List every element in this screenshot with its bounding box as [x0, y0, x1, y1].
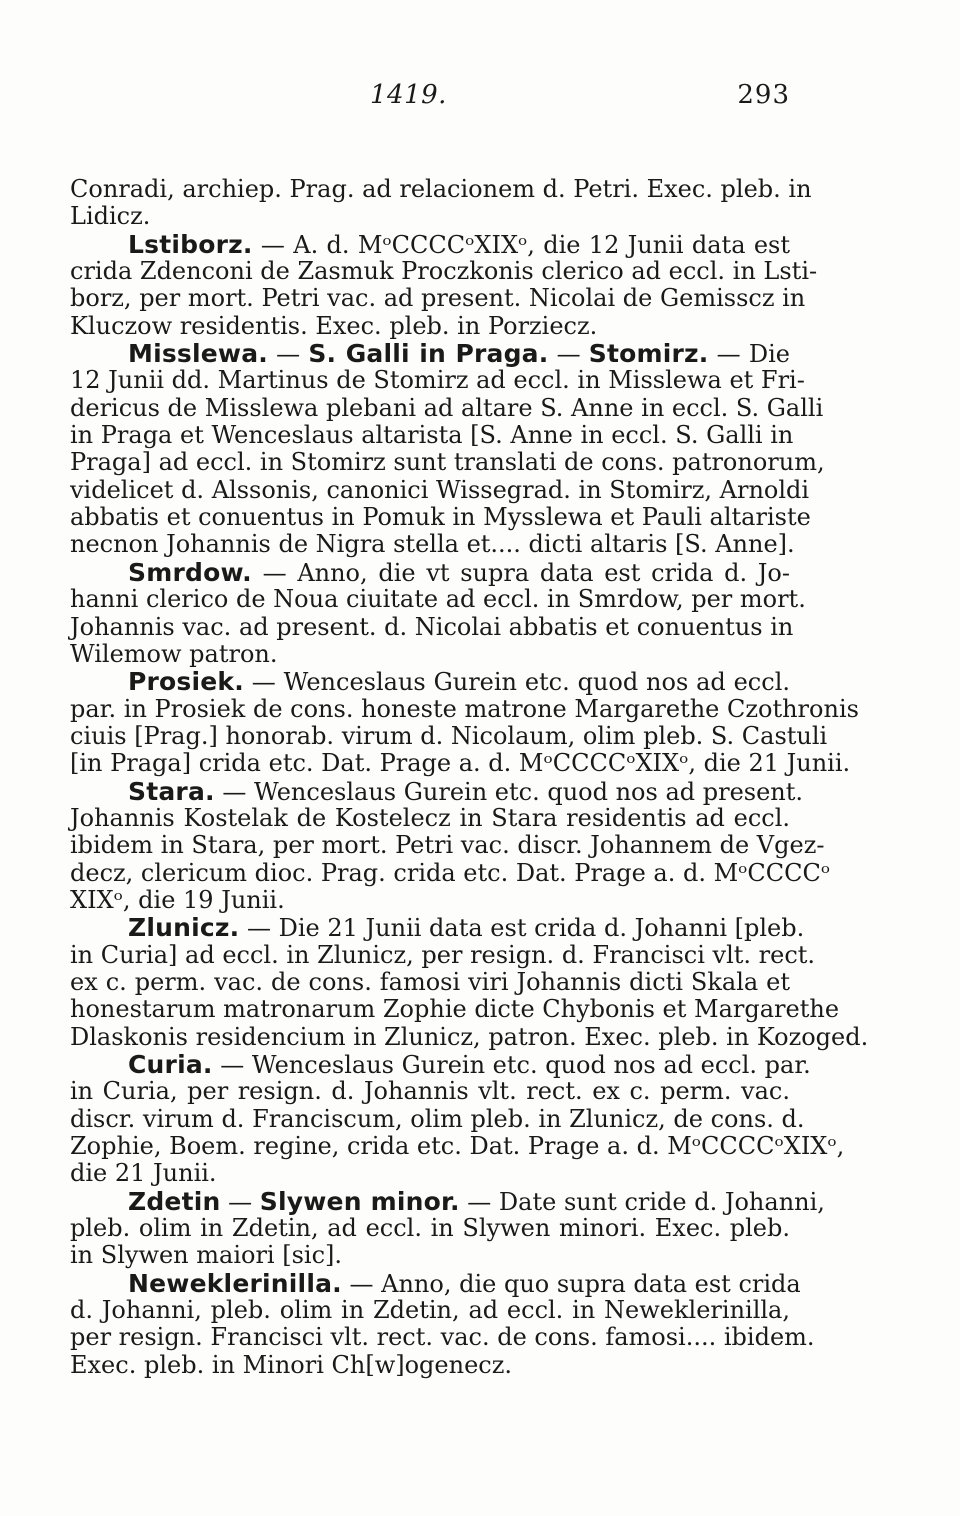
- text-line: [in Praga] crida etc. Dat. Prage a. d. MᵒCCCCᵒXIXᵒ, die 21 Junii.: [70, 749, 851, 778]
- text-line: Praga] ad eccl. in Stomirz sunt translati de cons. patronorum,: [70, 448, 825, 477]
- place-name-heading: Smrdow.: [128, 557, 252, 587]
- text-line: in Slywen maiori [sic].: [70, 1241, 343, 1270]
- place-name-heading: Stara.: [128, 776, 215, 806]
- text-line: discr. virum d. Franciscum, olim pleb. in Zlunicz, de cons. d.: [70, 1104, 805, 1133]
- place-name-heading: Neweklerinilla.: [128, 1268, 342, 1298]
- text-line: in Praga et Wenceslaus altarista [S. Anne in eccl. S. Galli in: [70, 421, 794, 450]
- text-line: borz, per mort. Petri vac. ad present. Nicolai de Gemissсz in: [70, 284, 806, 313]
- text-line: crida Zdenconi de Zasmuk Proczkonis clerico ad eccl. in Lsti-: [70, 257, 818, 286]
- place-name-heading: Zdetin: [128, 1186, 221, 1216]
- text-line: 12 Junii dd. Martinus de Stomirz ad eccl. in Misslewa et Fri-: [70, 366, 805, 395]
- text-line: Zophie, Boem. regine, crida etc. Dat. Prage a. d. MᵒCCCCᵒXIXᵒ,: [70, 1132, 845, 1161]
- text-line: ex c. perm. vac. de cons. famosi viri Johannis dicti Skala et: [70, 967, 790, 996]
- text-line: Johannis Kostelak de Kostelecz in Stara residentis ad eccl.: [70, 803, 790, 832]
- text-line: XIXᵒ, die 19 Junii.: [70, 885, 285, 914]
- text-line: Dlaskonis residencium in Zlunicz, patron. Exec. pleb. in Kozoged.: [70, 1022, 869, 1051]
- text-line: Wilemow patron.: [70, 639, 278, 668]
- place-name-heading: S. Galli in Praga.: [308, 339, 549, 369]
- text-line: Exec. pleb. in Minori Ch[w]ogenecz.: [70, 1350, 512, 1379]
- text-line: decz, clericum dioc. Prag. crida etc. Dat. Prage a. d. MᵒCCCCᵒ: [70, 858, 831, 887]
- text-line: per resign. Francisci vlt. rect. vac. de cons. famosi.... ibidem.: [70, 1323, 815, 1352]
- page-header: [70, 80, 790, 114]
- place-name-heading: Zlunicz.: [128, 913, 240, 943]
- entry-heading-line: Lstiborz. — A. d. MᵒCCCCᵒXIXᵒ, die 12 Junii data est: [128, 229, 790, 259]
- place-name-heading: Misslewa.: [128, 339, 268, 369]
- text-line: Kluczow residentis. Exec. pleb. in Porziecz.: [70, 311, 598, 340]
- text-line: ibidem in Stara, per mort. Petri vac. discr. Johannem de Vgez-: [70, 831, 825, 860]
- text-line: Conradi, archiep. Prag. ad relacionem d. Petri. Exec. pleb. in: [70, 175, 812, 203]
- entry-heading-line: Curia. — Wenceslaus Gurein etc. quod nos ad eccl. par.: [128, 1050, 811, 1079]
- text-line: videlicet d. Alssonis, canonici Wissegrad. in Stomirz, Arnoldi: [70, 475, 810, 504]
- text-line: honestarum matronarum Zophie dicte Chybonis et Margarethe: [70, 995, 840, 1024]
- text-line: abbatis et conuentus in Pomuk in Mysslewa et Pauli altariste: [70, 503, 811, 532]
- text-line: d. Johanni, pleb. olim in Zdetin, ad eccl. in Neweklerinilla,: [70, 1296, 790, 1325]
- text-line: in Curia] ad eccl. in Zlunicz, per resign. d. Francisci vlt. rect.: [70, 940, 816, 969]
- text-line: dericus de Misslewa plebani ad altare S. Anne in eccl. S. Galli: [70, 393, 824, 422]
- place-name-heading: Stomirz.: [588, 339, 709, 369]
- place-name-heading: Prosiek.: [128, 667, 244, 697]
- entry-heading-line: Neweklerinilla. — Anno, die quo supra data est crida: [128, 1268, 801, 1298]
- text-line: ciuis [Prag.] honorab. virum d. Nicolaum, olim pleb. S. Castuli: [70, 721, 828, 750]
- text-line: necnon Johannis de Nigra stella et.... dicti altaris [S. Anne].: [70, 530, 795, 559]
- text-line: pleb. olim in Zdetin, ad eccl. in Slywen minori. Exec. pleb.: [70, 1214, 790, 1243]
- text-line: die 21 Junii.: [70, 1159, 217, 1188]
- text-line: par. in Prosiek de cons. honeste matrone Margarethe Czothronis: [70, 694, 859, 723]
- text-line: hanni clerico de Noua ciuitate ad eccl. in Smrdow, per mort.: [70, 585, 806, 614]
- running-title-year: 1419.: [370, 80, 447, 110]
- entry-heading-line: Zlunicz. — Die 21 Junii data est crida d. Johanni [pleb.: [128, 913, 805, 943]
- entry-heading-line: Stara. — Wenceslaus Gurein etc. quod nos ad present.: [128, 776, 804, 806]
- entry-heading-line: Misslewa. — S. Galli in Praga. — Stomirz. — Die: [128, 339, 790, 369]
- place-name-heading: Slywen minor.: [259, 1186, 460, 1216]
- entry-heading-line: Prosiek. — Wenceslaus Gurein etc. quod nos ad eccl.: [128, 667, 790, 697]
- text-line: in Curia, per resign. d. Johannis vlt. rect. ex c. perm. vac.: [70, 1077, 790, 1106]
- entry-heading-line: Smrdow. — Anno, die vt supra data est crida d. Jo-: [128, 557, 790, 587]
- entry-heading-line: Zdetin — Slywen minor. — Date sunt cride d. Johanni,: [128, 1186, 825, 1216]
- place-name-heading: Curia.: [128, 1050, 213, 1079]
- body-text: [70, 175, 869, 1379]
- text-line: Lidicz.: [70, 202, 151, 231]
- page-number: 293: [737, 80, 790, 110]
- text-line: Johannis vac. ad present. d. Nicolai abbatis et conuentus in: [70, 612, 794, 641]
- place-name-heading: Lstiborz.: [128, 229, 253, 259]
